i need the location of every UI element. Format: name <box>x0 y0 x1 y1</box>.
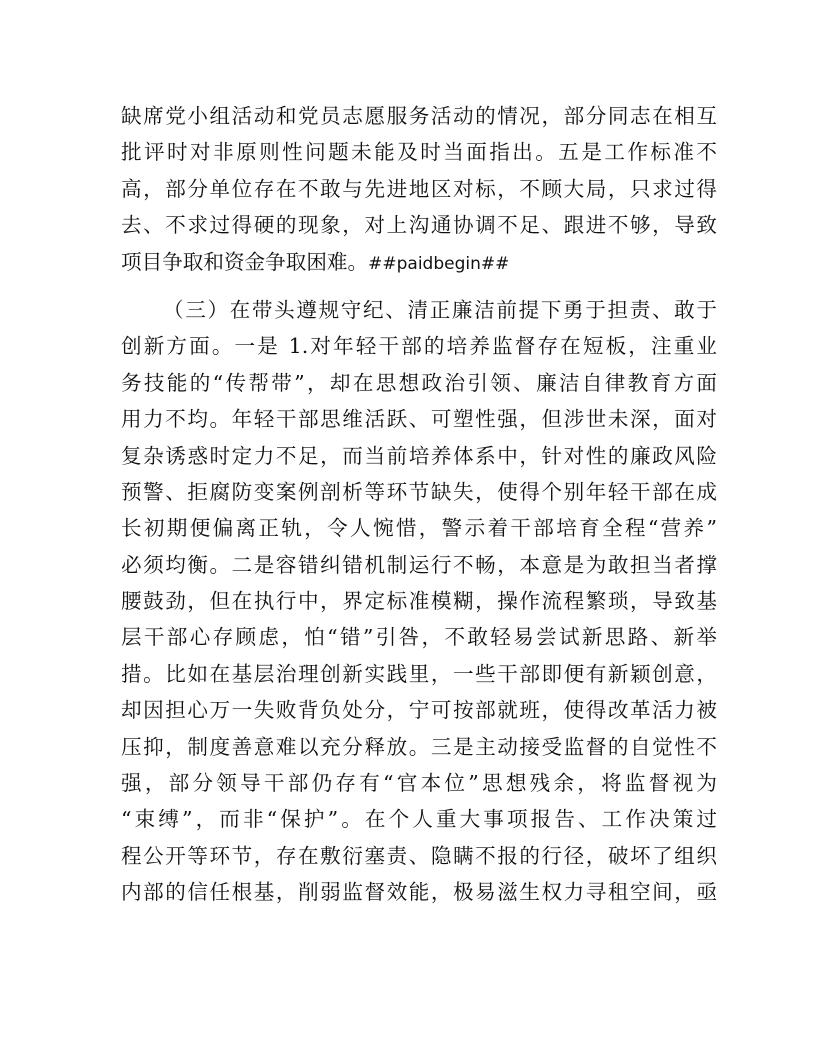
text-line: 复杂诱惑时定力不足，而当前培养体系中，针对性的廉政风险 <box>121 443 717 468</box>
text-line: 强，部分领导干部仍存有“官本位”思想残余，将监督视为 <box>121 771 717 796</box>
text-line: 预警、拒腐防变案例剖析等环节缺失，使得个别年轻干部在成 <box>121 479 717 504</box>
text-line: 创新方面。一是 1.对年轻干部的培养监督存在短板，注重业 <box>121 334 717 359</box>
text-line-last <box>121 244 717 280</box>
paid-begin-marker: ##paidbegin## <box>368 253 510 274</box>
text-line: 高，部分单位存在不敢与先进地区对标，不顾大局，只求过得 <box>121 176 717 201</box>
text-line: 必须均衡。二是容错纠错机制运行不畅，本意是为敢担当者撑 <box>121 552 717 577</box>
text-line: 务技能的“传帮带”，却在思想政治引领、廉洁自律教育方面 <box>121 370 717 395</box>
text-line: 程公开等环节，存在敷衍塞责、隐瞒不报的行径，破坏了组织 <box>121 843 717 868</box>
text-line: 用力不均。年轻干部思维活跃、可塑性强，但涉世未深，面对 <box>121 407 717 432</box>
text-line: 缺席党小组活动和党员志愿服务活动的情况，部分同志在相互 <box>121 104 717 128</box>
text-line: 压抑，制度善意难以充分释放。三是主动接受监督的自觉性不 <box>121 734 717 759</box>
text-line: 长初期便偏离正轨，令人惋惜，警示着干部培育全程“营养” <box>121 516 717 541</box>
text-line: 措。比如在基层治理创新实践里，一些干部即便有新颖创意， <box>121 661 717 686</box>
body-text <box>121 98 717 911</box>
text-line: 却因担心万一失败背负处分，宁可按部就班，使得改革活力被 <box>121 698 717 723</box>
text-line: 内部的信任根基，削弱监督效能，极易滋生权力寻租空间，亟 <box>121 880 717 905</box>
paragraph-heading-line: （三）在带头遵规守纪、清正廉洁前提下勇于担责、敢于 <box>163 297 717 322</box>
text-line: 去、不求过得硬的现象，对上沟通协调不足、跟进不够，导致 <box>121 213 717 238</box>
text-line: 批评时对非原则性问题未能及时当面指出。五是工作标准不 <box>121 140 717 165</box>
paragraph-2 <box>121 292 717 911</box>
text-line: 腰鼓劲，但在执行中，界定标准模糊，操作流程繁琐，导致基 <box>121 589 717 614</box>
text-line: 层干部心存顾虑，怕“错”引咎，不敢轻易尝试新思路、新举 <box>121 625 717 650</box>
paragraph-1 <box>121 98 717 280</box>
text-line-content: 项目争取和资金争取困难。 <box>121 249 369 274</box>
text-line: “束缚”，而非“保护”。在个人重大事项报告、工作决策过 <box>121 807 717 832</box>
